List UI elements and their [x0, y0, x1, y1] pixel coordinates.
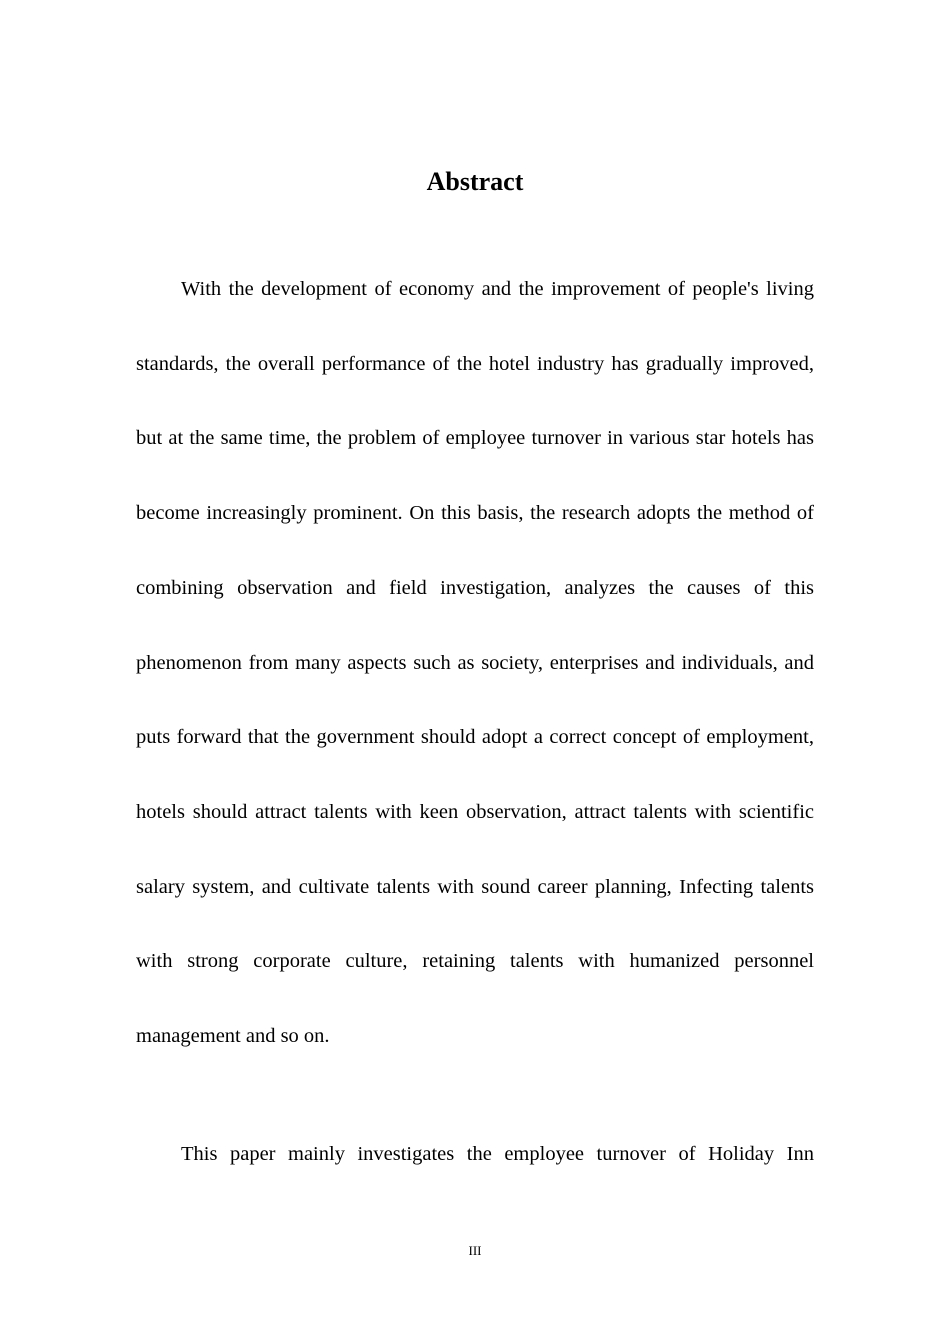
abstract-paragraph-2: This paper mainly investigates the employee turnover of Holiday Inn [181, 1143, 814, 1165]
page-number: III [468, 1243, 482, 1258]
page-title: Abstract [426, 167, 524, 196]
abstract-paragraph-1: With the development of economy and the improvement of people's living standards, the overall performance of the hotel industry has gradually improved, but at the same time, the problem of employee turnover in various star hotels has become increasingly prominent. On this basis, the research adopts the method of combining observation and field investigation, analyzes the causes of this phenomenon from many aspects such as society, enterprises and individuals, and puts forward that the government should adopt a correct concept of employment, hotels should attract talents with keen observation, attract talents with scientific salary system, and cultivate talents with sound career planning, Infecting talents with strong corporate culture, retaining talents with humanized personnel management and so on. [136, 278, 814, 1048]
